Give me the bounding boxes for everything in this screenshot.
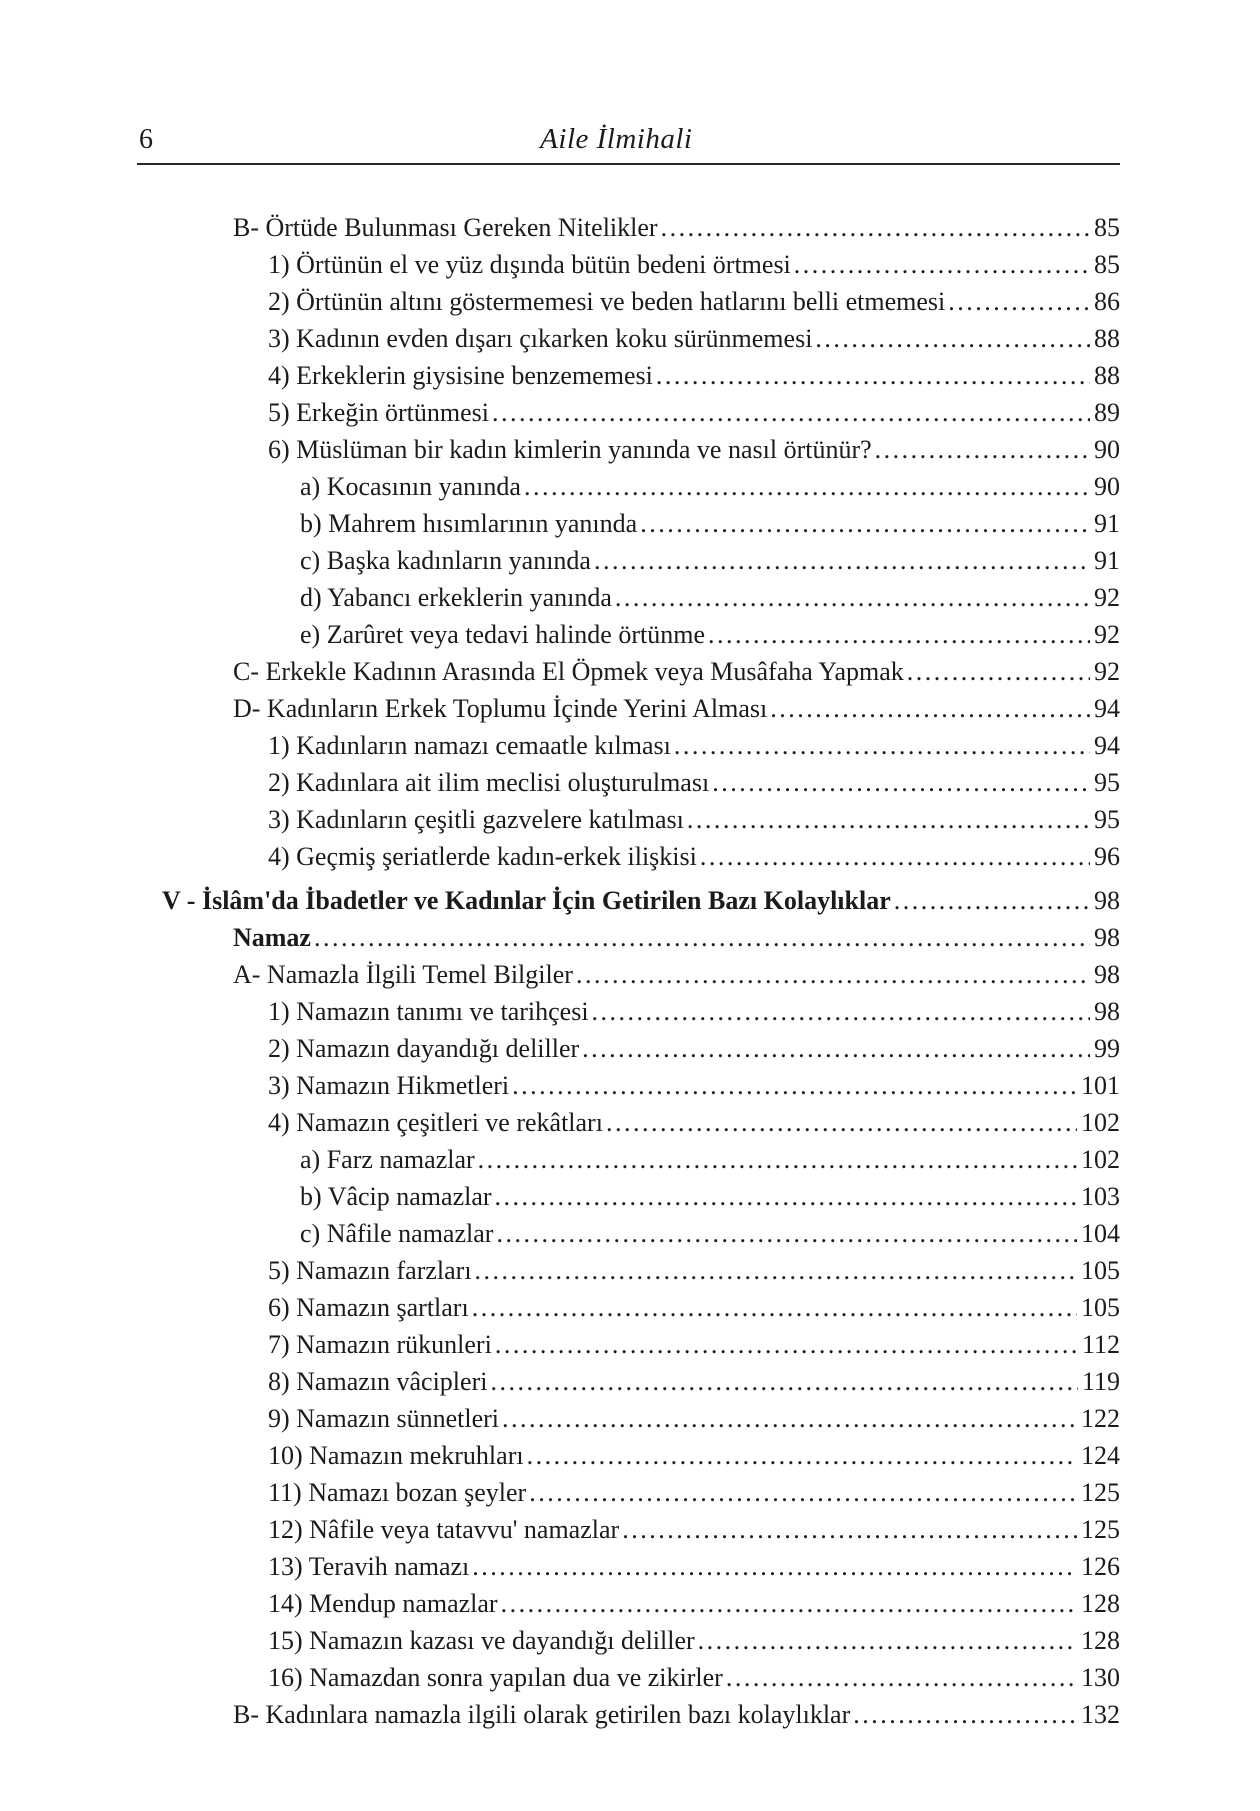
toc-entry-page: 130 <box>1081 1663 1120 1692</box>
dot-leader <box>726 1659 1077 1696</box>
toc-entry <box>137 1622 1120 1659</box>
toc-entry <box>137 1326 1120 1363</box>
toc-entry-title: 2) Örtünün altını göstermemesi ve beden hatlarını belli etmemesi <box>268 287 946 316</box>
dot-leader <box>492 394 1090 431</box>
toc-entry-page: 92 <box>1094 583 1120 612</box>
dot-leader <box>622 1511 1077 1548</box>
toc-entry-title: 10) Namazın mekruhları <box>268 1441 524 1470</box>
toc-entry-title: 3) Kadınların çeşitli gazvelere katılması <box>268 805 684 834</box>
dot-leader <box>524 468 1090 505</box>
dot-leader <box>478 1141 1077 1178</box>
toc-entry <box>137 579 1120 616</box>
toc-entry-page: 105 <box>1081 1256 1120 1285</box>
dot-leader <box>712 764 1090 801</box>
toc-entry-title: A- Namazla İlgili Temel Bilgiler <box>233 960 573 989</box>
toc-entry <box>137 993 1120 1030</box>
toc-entry-title: 12) Nâfile veya tatavvu' namazlar <box>268 1515 620 1544</box>
dot-leader <box>656 357 1090 394</box>
toc-entry <box>137 468 1120 505</box>
dot-leader <box>948 283 1090 320</box>
toc-entry-title: D- Kadınların Erkek Toplumu İçinde Yerini Alması <box>233 694 768 723</box>
toc-entry <box>137 1474 1120 1511</box>
toc-entry-title: B- Örtüde Bulunması Gereken Nitelikler <box>233 213 658 242</box>
toc-entry <box>137 394 1120 431</box>
toc-entry <box>137 801 1120 838</box>
toc-entry <box>137 1548 1120 1585</box>
toc-entry-title: a) Kocasının yanında <box>300 472 521 501</box>
toc-entry <box>137 357 1120 394</box>
toc-entry-page: 128 <box>1081 1589 1120 1618</box>
toc-entry <box>137 320 1120 357</box>
dot-leader <box>512 1067 1077 1104</box>
toc-entry-page: 88 <box>1094 361 1120 390</box>
toc-entry <box>137 956 1120 993</box>
toc-entry-page: 95 <box>1094 805 1120 834</box>
toc-entry <box>137 1141 1120 1178</box>
dot-leader <box>907 653 1090 690</box>
header-rule <box>137 163 1120 165</box>
toc-entry-title: Namaz <box>233 923 311 952</box>
toc-entry <box>137 1585 1120 1622</box>
toc-entry-page: 128 <box>1081 1626 1120 1655</box>
toc-entry-title: 3) Kadının evden dışarı çıkarken koku sürünmemesi <box>268 324 813 353</box>
toc-entry-page: 132 <box>1081 1700 1120 1729</box>
dot-leader <box>606 1104 1077 1141</box>
toc-entry-page: 89 <box>1094 398 1120 427</box>
toc-entry-page: 90 <box>1094 472 1120 501</box>
toc-entry-page: 101 <box>1081 1071 1120 1100</box>
dot-leader <box>490 1363 1078 1400</box>
dot-leader <box>472 1548 1077 1585</box>
dot-leader <box>495 1326 1078 1363</box>
dot-leader <box>475 1252 1077 1289</box>
toc-entry <box>137 919 1120 956</box>
dot-leader <box>770 690 1090 727</box>
dot-leader <box>894 882 1090 919</box>
toc-entry-page: 103 <box>1081 1182 1120 1211</box>
dot-leader <box>700 838 1090 875</box>
toc-entry-title: 13) Teravih namazı <box>268 1552 470 1581</box>
dot-leader <box>698 1622 1077 1659</box>
toc-entry-page: 98 <box>1094 886 1120 915</box>
toc-entry-page: 86 <box>1094 287 1120 316</box>
dot-leader <box>594 542 1090 579</box>
dot-leader <box>615 579 1090 616</box>
toc-entry <box>137 1400 1120 1437</box>
toc-entry-title: d) Yabancı erkeklerin yanında <box>300 583 612 612</box>
dot-leader <box>495 1178 1077 1215</box>
toc-entry-title: 4) Geçmiş şeriatlerde kadın-erkek ilişkisi <box>268 842 697 871</box>
toc-entry-title: c) Başka kadınların yanında <box>300 546 591 575</box>
toc-entry-title: b) Mahrem hısımlarının yanında <box>300 509 638 538</box>
toc-entry-title: 9) Namazın sünnetleri <box>268 1404 500 1433</box>
toc-entry-title: 5) Erkeğin örtünmesi <box>268 398 489 427</box>
toc-entry-title: 5) Namazın farzları <box>268 1256 472 1285</box>
toc-entry <box>137 653 1120 690</box>
dot-leader <box>472 1289 1077 1326</box>
dot-leader <box>687 801 1090 838</box>
dot-leader <box>501 1585 1077 1622</box>
toc-entry-title: a) Farz namazlar <box>300 1145 475 1174</box>
book-title: Aile İlmihali <box>540 123 693 155</box>
toc-entry-page: 99 <box>1094 1034 1120 1063</box>
toc-entry-title: 14) Mendup namazlar <box>268 1589 498 1618</box>
toc-entry-page: 91 <box>1094 509 1120 538</box>
toc-entry <box>137 838 1120 875</box>
toc-entry <box>137 727 1120 764</box>
dot-leader <box>640 505 1090 542</box>
toc-entry-title: 16) Namazdan sonra yapılan dua ve zikirler <box>268 1663 723 1692</box>
dot-leader <box>853 1696 1077 1733</box>
dot-leader <box>815 320 1090 357</box>
toc-entry-page: 126 <box>1081 1552 1120 1581</box>
dot-leader <box>527 1437 1077 1474</box>
toc-entry-title: 1) Kadınların namazı cemaatle kılması <box>268 731 671 760</box>
dot-leader <box>529 1474 1077 1511</box>
toc-entry <box>137 431 1120 468</box>
toc-entry <box>137 1030 1120 1067</box>
toc-entry-title: 1) Namazın tanımı ve tarihçesi <box>268 997 589 1026</box>
toc-entry-page: 98 <box>1094 923 1120 952</box>
toc-entry-page: 94 <box>1094 731 1120 760</box>
toc-entry-page: 85 <box>1094 250 1120 279</box>
toc-entry-page: 122 <box>1081 1404 1120 1433</box>
page-number: 6 <box>139 124 153 155</box>
toc-entry-page: 94 <box>1094 694 1120 723</box>
toc-entry <box>137 616 1120 653</box>
running-head <box>137 112 1120 154</box>
toc-entry-page: 125 <box>1081 1515 1120 1544</box>
toc-entry-page: 102 <box>1081 1145 1120 1174</box>
toc-entry-title: 2) Kadınlara ait ilim meclisi oluşturulması <box>268 768 710 797</box>
toc-entry-page: 105 <box>1081 1293 1120 1322</box>
table-of-contents <box>137 209 1120 1733</box>
dot-leader <box>502 1400 1077 1437</box>
toc-entry-title: 2) Namazın dayandığı deliller <box>268 1034 580 1063</box>
toc-entry <box>137 690 1120 727</box>
dot-leader <box>661 209 1090 246</box>
toc-entry <box>137 1067 1120 1104</box>
toc-entry-page: 95 <box>1094 768 1120 797</box>
toc-entry <box>137 764 1120 801</box>
toc-entry <box>137 1104 1120 1141</box>
dot-leader <box>576 956 1090 993</box>
dot-leader <box>314 919 1090 956</box>
dot-leader <box>794 246 1090 283</box>
toc-entry <box>137 542 1120 579</box>
toc-entry-title: 6) Namazın şartları <box>268 1293 469 1322</box>
toc-entry-title: 1) Örtünün el ve yüz dışında bütün bedeni örtmesi <box>268 250 791 279</box>
toc-entry-page: 104 <box>1081 1219 1120 1248</box>
toc-entry-page: 92 <box>1094 620 1120 649</box>
dot-leader <box>875 431 1090 468</box>
toc-entry-title: 4) Namazın çeşitleri ve rekâtları <box>268 1108 603 1137</box>
toc-entry <box>137 1215 1120 1252</box>
toc-entry-title: 6) Müslüman bir kadın kimlerin yanında ve nasıl örtünür? <box>268 435 872 464</box>
toc-entry-title: 8) Namazın vâcipleri <box>268 1367 488 1396</box>
dot-leader <box>496 1215 1077 1252</box>
toc-entry-page: 96 <box>1094 842 1120 871</box>
page-header <box>137 112 1120 165</box>
toc-entry <box>137 1252 1120 1289</box>
toc-entry-title: 7) Namazın rükunleri <box>268 1330 492 1359</box>
toc-entry <box>137 1696 1120 1733</box>
toc-entry <box>137 246 1120 283</box>
toc-entry <box>137 882 1120 919</box>
toc-entry-page: 88 <box>1094 324 1120 353</box>
dot-leader <box>708 616 1090 653</box>
toc-entry-title: V - İslâm'da İbadetler ve Kadınlar İçin Getirilen Bazı Kolaylıklar <box>162 886 891 915</box>
toc-entry-title: 3) Namazın Hikmetleri <box>268 1071 510 1100</box>
toc-entry <box>137 1363 1120 1400</box>
toc-entry-page: 124 <box>1081 1441 1120 1470</box>
toc-entry <box>137 1178 1120 1215</box>
toc-entry-page: 98 <box>1094 960 1120 989</box>
toc-entry-page: 112 <box>1081 1330 1120 1359</box>
toc-entry <box>137 283 1120 320</box>
toc-entry-title: e) Zarûret veya tedavi halinde örtünme <box>300 620 705 649</box>
dot-leader <box>582 1030 1090 1067</box>
toc-entry-page: 90 <box>1094 435 1120 464</box>
dot-leader <box>674 727 1090 764</box>
toc-entry-title: C- Erkekle Kadının Arasında El Öpmek veya Musâfaha Yapmak <box>233 657 904 686</box>
toc-entry-title: 15) Namazın kazası ve dayandığı deliller <box>268 1626 695 1655</box>
toc-entry-title: 4) Erkeklerin giysisine benzememesi <box>268 361 653 390</box>
toc-entry-title: b) Vâcip namazlar <box>300 1182 492 1211</box>
toc-entry-title: 11) Namazı bozan şeyler <box>268 1478 527 1507</box>
toc-entry-page: 102 <box>1081 1108 1120 1137</box>
dot-leader <box>592 993 1090 1030</box>
toc-entry-title: B- Kadınlara namazla ilgili olarak getirilen bazı kolaylıklar <box>233 1700 851 1729</box>
toc-entry <box>137 1511 1120 1548</box>
toc-entry-page: 119 <box>1081 1367 1120 1396</box>
toc-entry <box>137 209 1120 246</box>
toc-entry-page: 98 <box>1094 997 1120 1026</box>
toc-entry-title: c) Nâfile namazlar <box>300 1219 494 1248</box>
toc-entry-page: 91 <box>1094 546 1120 575</box>
toc-entry-page: 85 <box>1094 213 1120 242</box>
toc-entry <box>137 1437 1120 1474</box>
toc-entry <box>137 505 1120 542</box>
toc-entry-page: 92 <box>1094 657 1120 686</box>
toc-entry-page: 125 <box>1081 1478 1120 1507</box>
toc-entry <box>137 1289 1120 1326</box>
toc-entry <box>137 1659 1120 1696</box>
